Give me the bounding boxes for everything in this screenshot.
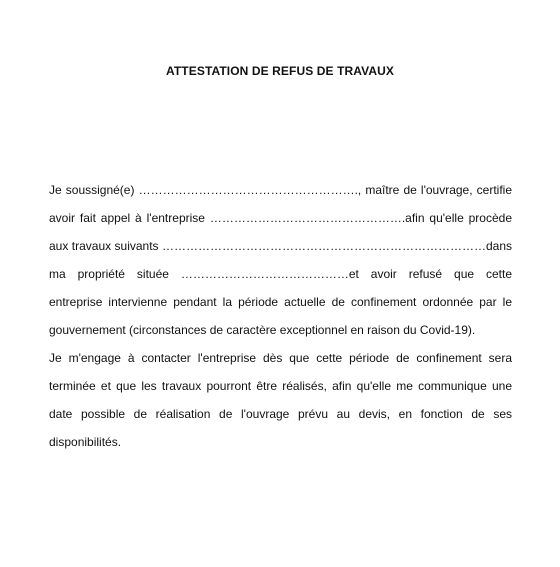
text-line: Je soussigné(e) ………………………………………………., maître de l'ouvrage, certifie	[49, 183, 512, 197]
text-line: Je m'engage à contacter l'entreprise dès que cette période de confinement sera	[49, 351, 512, 365]
text-line: avoir fait appel à l'entreprise ………………………………………….afin qu'elle procède	[49, 211, 512, 225]
document-title: ATTESTATION DE REFUS DE TRAVAUX	[166, 64, 394, 78]
text-line: entreprise intervienne pendant la période actuelle de confinement ordonnée par le	[49, 295, 512, 309]
text-line: terminée et que les travaux pourront être réalisés, afin qu'elle me communique une	[49, 379, 512, 393]
text-line: aux travaux suivants ………………………………………………………………………dans	[49, 239, 512, 253]
paragraph-declaration	[49, 181, 512, 349]
text-line: ma propriété située ……………………………………et avoir refusé que cette	[49, 267, 512, 281]
text-line: date possible de réalisation de l'ouvrage prévu au devis, en fonction de ses	[49, 407, 512, 421]
text-line: disponibilités.	[49, 435, 122, 449]
paragraph-commitment	[49, 349, 512, 461]
document-body	[49, 181, 512, 461]
text-line: gouvernement (circonstances de caractère exceptionnel en raison du Covid-19).	[49, 323, 476, 337]
